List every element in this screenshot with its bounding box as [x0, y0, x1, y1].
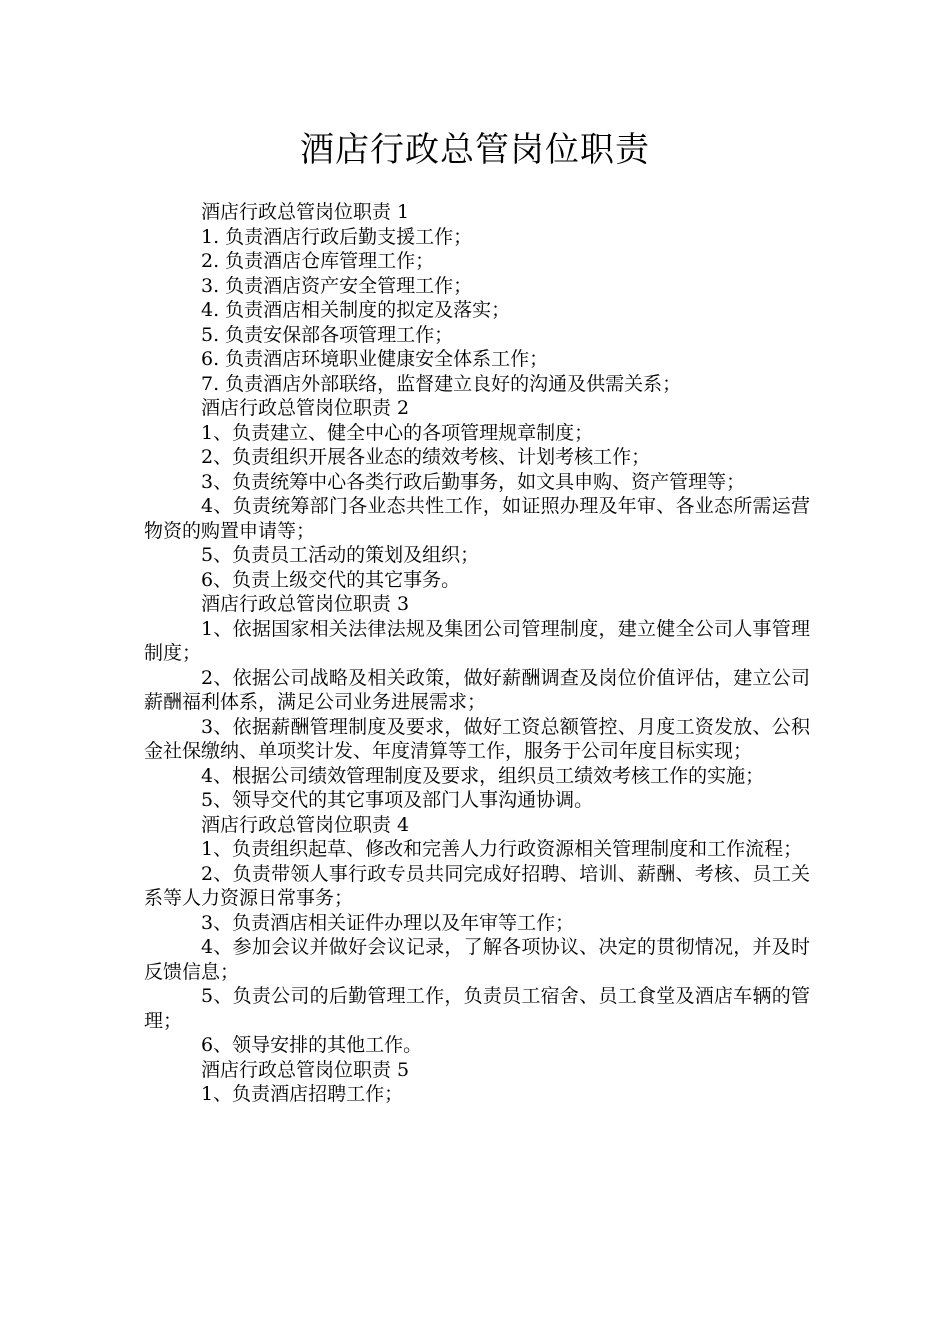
paragraph: 4. 负责酒店相关制度的拟定及落实； — [201, 299, 511, 321]
paragraph: 1、依据国家相关法律法规及集团公司管理制度，建立健全公司人事管理制度； — [144, 617, 810, 664]
paragraph: 2、负责组织开展各业态的绩效考核、计划考核工作； — [201, 446, 651, 468]
paragraph: 2、依据公司战略及相关政策，做好薪酬调查及岗位价值评估，建立公司薪酬福利体系，满足公司业务进展需求； — [144, 666, 810, 713]
paragraph: 5、领导交代的其它事项及部门人事沟通协调。 — [201, 789, 594, 811]
paragraph: 2. 负责酒店仓库管理工作； — [201, 250, 435, 272]
paragraph: 7. 负责酒店外部联络，监督建立良好的沟通及供需关系； — [201, 372, 682, 395]
paragraph: 3、负责酒店相关证件办理以及年审等工作； — [201, 911, 575, 934]
paragraph: 4、负责统筹部门各业态共性工作，如证照办理及年审、各业态所需运营物资的购置申请等； — [144, 495, 810, 542]
section-heading-1: 酒店行政总管岗位职责 1 — [201, 201, 410, 223]
paragraph: 1. 负责酒店行政后勤支援工作； — [201, 225, 473, 248]
paragraph: 5、负责员工活动的策划及组织； — [201, 544, 480, 566]
paragraph: 6. 负责酒店环境职业健康安全体系工作； — [201, 348, 549, 370]
section-heading-3: 酒店行政总管岗位职责 3 — [201, 593, 410, 615]
paragraph: 3、依据薪酬管理制度及要求，做好工资总额管控、月度工资发放、公积金社保缴纳、单项奖计发、年度清算等工作，服务于公司年度目标实现； — [144, 715, 810, 762]
paragraph: 1、负责酒店招聘工作； — [201, 1083, 404, 1105]
paragraph: 1、负责建立、健全中心的各项管理规章制度； — [201, 421, 594, 444]
paragraph: 5、负责公司的后勤管理工作，负责员工宿舍、员工食堂及酒店车辆的管理； — [144, 985, 810, 1032]
paragraph: 3. 负责酒店资产安全管理工作； — [201, 274, 473, 297]
paragraph: 1、负责组织起草、修改和完善人力行政资源相关管理制度和工作流程； — [201, 838, 803, 860]
paragraph: 2、负责带领人事行政专员共同完成好招聘、培训、薪酬、考核、员工关系等人力资源日常事务； — [144, 862, 810, 909]
paragraph: 6、负责上级交代的其它事务。 — [201, 568, 461, 591]
paragraph: 6、领导安排的其他工作。 — [201, 1034, 423, 1056]
paragraph: 4、参加会议并做好会议记录，了解各项协议、决定的贯彻情况，并及时反馈信息； — [144, 936, 810, 983]
paragraph: 5. 负责安保部各项管理工作； — [201, 323, 454, 346]
section-heading-4: 酒店行政总管岗位职责 4 — [201, 813, 410, 836]
document-body — [144, 200, 810, 1107]
paragraph: 4、根据公司绩效管理制度及要求，组织员工绩效考核工作的实施； — [201, 764, 765, 787]
document-title: 酒店行政总管岗位职责 — [300, 130, 650, 170]
section-heading-2: 酒店行政总管岗位职责 2 — [201, 397, 410, 419]
section-heading-5: 酒店行政总管岗位职责 5 — [201, 1058, 410, 1081]
paragraph: 3、负责统筹中心各类行政后勤事务，如文具申购、资产管理等； — [201, 470, 746, 493]
